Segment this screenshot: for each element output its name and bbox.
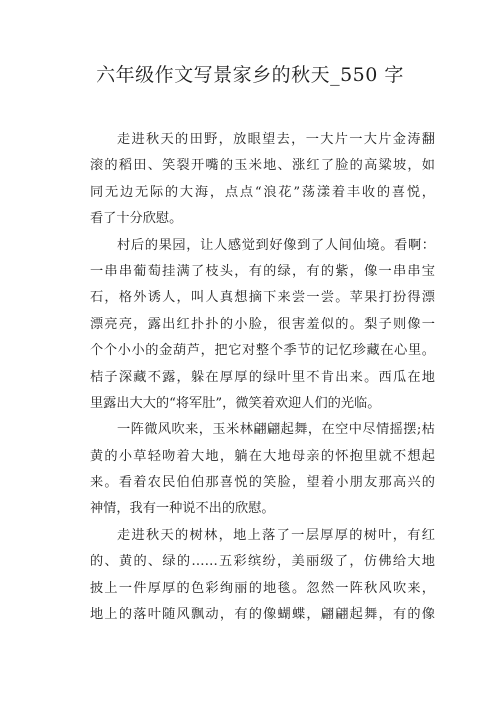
paragraph: [90, 127, 435, 233]
text-line: 滚的稻田、笑裂开嘴的玉米地、涨红了脸的高粱坡，如: [90, 158, 435, 174]
text-line: 里露出大大的“将军肚”，微笑着欢迎人们的光临。: [90, 395, 381, 411]
text-line: 一阵微风吹来，玉米林翩翩起舞，在空中尽情摇摆;枯: [117, 422, 435, 438]
text-line: 看了十分欣慰。: [90, 211, 183, 227]
text-line: 披上一件厚厚的色彩绚丽的地毯。忽然一阵秋风吹来，: [90, 580, 435, 596]
essay-body: [90, 127, 435, 628]
paragraph: [90, 523, 435, 629]
paragraph: [90, 233, 435, 418]
text-line: 石，格外诱人，叫人真想摘下来尝一尝。苹果打扮得漂: [90, 290, 435, 306]
text-line: 地上的落叶随风飘动，有的像蝴蝶，翩翩起舞，有的像: [90, 607, 435, 623]
text-line: 桔子深藏不露，躲在厚厚的绿叶里不肯出来。西瓜在地: [90, 369, 435, 385]
text-line: 的、黄的、绿的……五彩缤纷，美丽级了，仿佛给大地: [90, 554, 435, 570]
page-title: 六年级作文写景家乡的秋天_550 字: [96, 64, 404, 86]
paragraph: [90, 417, 435, 523]
text-line: 来。看着农民伯伯那喜悦的笑脸，望着小朋友那高兴的: [90, 475, 435, 491]
text-line: 同无边无际的大海，点点“浪花”荡漾着丰收的喜悦，: [90, 184, 435, 200]
text-line: 神情，我有一种说不出的欣慰。: [90, 501, 275, 517]
text-line: 走进秋天的树林，地上落了一层厚厚的树叶，有红: [117, 527, 435, 543]
text-line: 走进秋天的田野，放眼望去，一大片一大片金涛翻: [117, 132, 435, 147]
text-line: 黄的小草轻吻着大地，躺在大地母亲的怀抱里就不想起: [90, 448, 435, 464]
text-line: 村后的果园，让人感觉到好像到了人间仙境。看啊：: [117, 237, 435, 253]
text-line: 一串串葡萄挂满了枝头，有的绿，有的紫，像一串串宝: [90, 263, 435, 279]
text-line: 个个小小的金葫芦，把它对整个季节的记忆珍藏在心里。: [90, 343, 435, 359]
text-line: 漂亮亮，露出红扑扑的小脸，很害羞似的。梨子则像一: [90, 316, 435, 332]
